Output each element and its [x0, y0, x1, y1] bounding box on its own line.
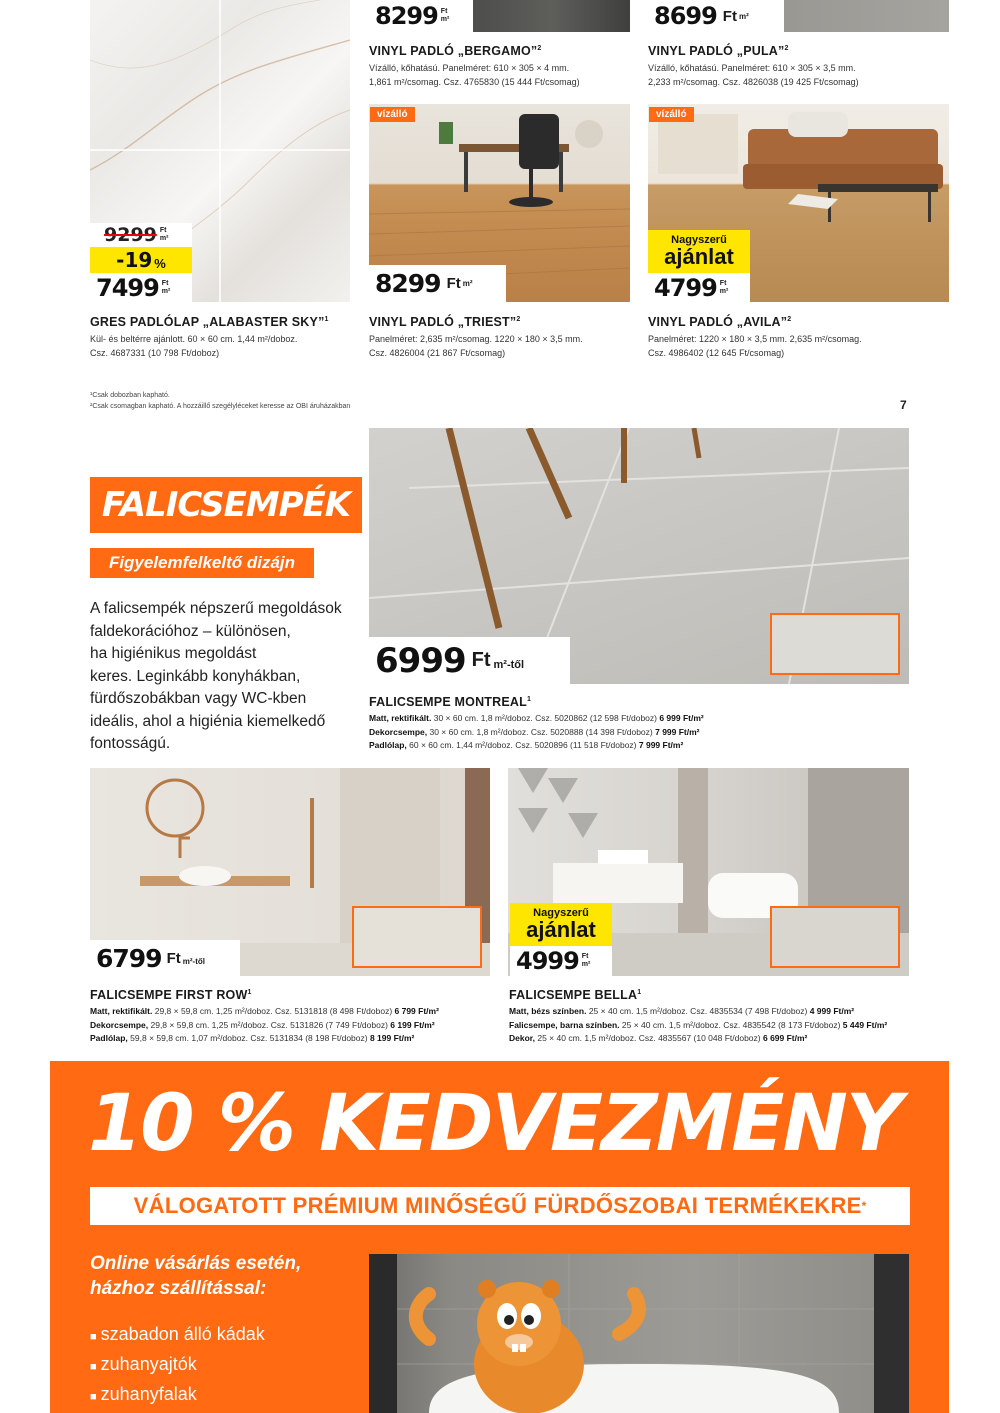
bella-tile-swatch — [770, 906, 900, 968]
bergamo-price — [369, 0, 473, 32]
page-number: 7 — [900, 398, 907, 412]
desc-line: 1,861 m²/csomag. Csz. 4765830 (15 444 Ft/csomag) — [369, 76, 580, 87]
footnote-ref: 2 — [787, 315, 792, 323]
intro-line: faldekorációhoz – különösen, — [90, 622, 291, 640]
unit-ft: Ft — [581, 953, 589, 960]
footnote-ref: 1 — [526, 695, 532, 703]
bullet-text: zuhanyajtók — [100, 1354, 197, 1374]
avila-great-offer-badge — [648, 230, 750, 274]
line-label: Matt, bézs színben. — [509, 1006, 587, 1016]
desc-line: Panelméret: 1220 × 180 × 3,5 mm. 2,635 m²/csomag. — [648, 334, 862, 344]
section-intro — [90, 598, 362, 756]
line-label: Padlólap, — [369, 740, 407, 750]
footnote-ref: 2 — [516, 315, 521, 323]
montreal-line-3 — [369, 739, 704, 753]
price-value: 8299 — [375, 269, 441, 298]
avila-waterproof-tag: vízálló — [649, 107, 694, 122]
unit-ft: Ft — [159, 227, 167, 234]
line-label: Falicsempe, barna színben. — [509, 1019, 620, 1030]
pula-title — [648, 44, 789, 58]
line-label: Dekorcsempe, — [90, 1019, 149, 1030]
alabaster-price — [90, 273, 192, 302]
unit-ft: Ft — [166, 949, 181, 967]
discount-pct: % — [154, 255, 166, 271]
triest-price — [369, 265, 506, 302]
triest-waterproof-tag: vízálló — [370, 107, 415, 122]
line-price: 5 449 Ft/m² — [842, 1019, 888, 1030]
desc-line: Kül- és beltérre ajánlott. 60 × 60 cm. 1,44 m²/doboz. — [90, 334, 298, 344]
section-heading-text: FALICSEMPÉK — [101, 485, 351, 525]
desc-line: Vízálló, kőhatású. Panelméret: 610 × 305 × 3,5 mm. — [648, 63, 856, 73]
first-row-line-3 — [90, 1032, 439, 1046]
line-price: 6 699 Ft/m² — [762, 1033, 808, 1043]
unit-ft: Ft — [722, 7, 737, 25]
unit-m2: m² — [581, 961, 591, 968]
desc-line: Csz. 4986402 (12 645 Ft/csomag) — [648, 347, 785, 358]
footnote-ref: 2 — [537, 44, 542, 52]
product-name: GRES PADLÓLAP „ALABASTER SKY” — [90, 315, 325, 329]
intro-line: fontosságú. — [90, 735, 171, 752]
intro-line: keres. Leginkább konyhákban, — [90, 667, 301, 685]
unit-m2: m²-től — [493, 658, 525, 671]
unit-ft: Ft — [161, 279, 169, 287]
avila-desc — [648, 333, 862, 360]
intro-line: ha higiénikus megoldást — [90, 645, 257, 662]
great-offer-line2: ajánlat — [526, 917, 596, 942]
old-price-value: 9299 — [104, 224, 157, 246]
promo-headline: 10 % KEDVEZMÉNY — [88, 1079, 901, 1169]
promo-bullet: ■ zuhanyfalak — [90, 1384, 197, 1404]
line-text: 29,8 × 59,8 cm. 1,25 m²/doboz. Csz. 5131826 (7 749 Ft/doboz) — [148, 1019, 391, 1030]
line-price: 6 199 Ft/m² — [390, 1019, 435, 1030]
alabaster-old-price — [90, 223, 192, 247]
promo-bullet: ■ zuhanyajtók — [90, 1354, 197, 1374]
bella-line-3 — [509, 1032, 887, 1046]
price-value: 6799 — [96, 943, 162, 973]
bella-line-1 — [509, 1005, 887, 1019]
line-label: Dekorcsempe, — [369, 726, 428, 737]
footnote-ref: 2 — [784, 44, 789, 52]
section-heading — [90, 477, 362, 533]
line-text: 30 × 60 cm. 1,8 m²/doboz. Csz. 5020888 (14 398 Ft/doboz) — [427, 726, 656, 737]
unit-m2: m² — [440, 16, 450, 23]
line-price: 4 999 Ft/m² — [809, 1006, 855, 1016]
price-value: 8299 — [375, 2, 438, 30]
promo-bullet-list — [90, 1321, 265, 1411]
product-name: VINYL PADLÓ „TRIEST” — [369, 315, 517, 329]
desc-line: Vízálló, kőhatású. Panelméret: 610 × 305 × 4 mm. — [369, 63, 570, 73]
unit-ft: Ft — [719, 279, 727, 287]
alabaster-desc — [90, 333, 297, 360]
promo-online — [90, 1251, 301, 1301]
online-line: házhoz szállítással: — [90, 1278, 267, 1299]
section-subheading — [90, 548, 314, 578]
section-subheading-text: Figyelemfelkeltő dizájn — [108, 553, 296, 572]
montreal-title — [369, 695, 531, 709]
alabaster-title — [90, 315, 329, 329]
line-text: 29,8 × 59,8 cm. 1,25 m²/doboz. Csz. 5131818 (8 498 Ft/doboz) — [152, 1006, 395, 1016]
bella-title — [509, 988, 641, 1002]
bullet-text: szabadon álló kádak — [100, 1324, 265, 1344]
line-price: 6 799 Ft/m² — [394, 1006, 439, 1016]
first-row-desc — [90, 1005, 439, 1046]
promo-banner — [50, 1061, 949, 1413]
pula-price — [648, 0, 784, 32]
bella-line-2 — [509, 1019, 887, 1033]
unit-ft: Ft — [471, 649, 491, 671]
line-text: 25 × 40 cm. 1,5 m²/doboz. Csz. 4835542 (8 173 Ft/doboz) — [619, 1019, 843, 1030]
first-row-title — [90, 988, 252, 1002]
pula-desc — [648, 62, 859, 89]
desc-line: Csz. 4687331 (10 798 Ft/doboz) — [90, 347, 220, 358]
footnote-ref: 1 — [637, 988, 642, 996]
bella-desc — [509, 1005, 887, 1046]
product-name: VINYL PADLÓ „PULA” — [648, 44, 785, 58]
montreal-tile-swatch — [770, 613, 900, 675]
bella-great-offer-badge — [510, 903, 612, 947]
intro-line: fürdőszobákban vagy WC-kben — [90, 690, 307, 707]
footnote-ref: 1 — [247, 988, 252, 996]
desc-line: Panelméret: 2,635 m²/csomag. 1220 × 180 × 3,5 mm. — [369, 334, 583, 344]
avila-title — [648, 315, 791, 329]
bergamo-title — [369, 44, 541, 58]
line-label: Matt, rektifikált. — [369, 713, 432, 723]
unit-m2: m² — [161, 287, 171, 295]
footnotes — [90, 390, 350, 412]
great-offer-line2: ajánlat — [664, 244, 734, 269]
price-value: 8699 — [654, 2, 717, 30]
promo-subline-star: * — [861, 1199, 867, 1213]
line-label: Dekor, — [509, 1033, 535, 1043]
footnote-2: ²Csak csomagban kapható. A hozzáillő szegélyléceket keresse az OBI áruházakban — [90, 403, 351, 410]
unit-m2: m² — [462, 279, 473, 288]
unit-m2: m² — [738, 11, 749, 21]
line-price: 6 999 Ft/m² — [659, 713, 704, 723]
intro-line: A falicsempék népszerű megoldások — [90, 600, 342, 617]
montreal-price — [369, 637, 570, 684]
bella-price — [510, 946, 612, 976]
desc-line: 2,233 m²/csomag. Csz. 4826038 (19 425 Ft/csomag) — [648, 76, 859, 87]
bullet-text: zuhanyfalak — [100, 1384, 197, 1404]
first-row-line-2 — [90, 1019, 439, 1033]
line-text: 25 × 40 cm. 1,5 m²/doboz. Csz. 4835567 (10 048 Ft/doboz) — [535, 1033, 763, 1043]
line-text: 59,8 × 59,8 cm. 1,07 m²/doboz. Csz. 5131834 (8 198 Ft/doboz) — [127, 1033, 370, 1043]
price-value: 4999 — [516, 947, 579, 975]
line-text: 60 × 60 cm. 1,44 m²/doboz. Csz. 5020896 (11 518 Ft/doboz) — [406, 740, 639, 750]
line-price: 7 999 Ft/m² — [638, 740, 684, 750]
promo-subline: VÁLOGATOTT PRÉMIUM MINŐSÉGŰ FÜRDŐSZOBAI TERMÉKEKRE — [133, 1193, 862, 1218]
unit-m2: m² — [719, 287, 729, 295]
online-line: Online vásárlás esetén, — [90, 1253, 302, 1274]
montreal-desc — [369, 712, 704, 753]
unit-m2: m² — [159, 235, 169, 242]
triest-title — [369, 315, 520, 329]
footnote-ref: 1 — [324, 315, 329, 323]
first-row-tile-swatch — [352, 906, 482, 968]
product-name: VINYL PADLÓ „BERGAMO” — [369, 44, 538, 58]
discount-value: -19 — [116, 248, 153, 272]
montreal-line-2 — [369, 726, 704, 740]
line-price: 8 199 Ft/m² — [369, 1033, 415, 1043]
line-label: Padlólap, — [90, 1033, 128, 1043]
line-text: 25 × 40 cm. 1,5 m²/doboz. Csz. 4835534 (7 498 Ft/doboz) — [586, 1006, 810, 1016]
line-label: Matt, rektifikált. — [90, 1006, 153, 1016]
price-value: 7499 — [96, 273, 159, 302]
first-row-line-1 — [90, 1005, 439, 1019]
bergamo-desc — [369, 62, 580, 89]
desc-line: Csz. 4826004 (21 867 Ft/csomag) — [369, 347, 506, 358]
promo-bullet: ■ szabadon álló kádak — [90, 1324, 265, 1344]
first-row-price — [90, 940, 240, 976]
montreal-line-1 — [369, 712, 704, 726]
promo-image — [369, 1254, 909, 1413]
great-offer-line1: Nagyszerű — [671, 234, 727, 246]
unit-ft: Ft — [446, 275, 461, 292]
promo-subline-box — [90, 1187, 910, 1225]
price-value: 6999 — [375, 640, 466, 681]
footnote-1: ¹Csak dobozban kapható. — [90, 392, 170, 399]
triest-desc — [369, 333, 583, 360]
price-value: 4799 — [654, 273, 717, 302]
unit-m2: m²-től — [182, 956, 205, 966]
great-offer-line1: Nagyszerű — [533, 907, 589, 919]
product-name: FALICSEMPE FIRST ROW — [90, 988, 248, 1002]
intro-line: ideális, ahol a higiénia kiemelkedő — [90, 712, 326, 730]
avila-price — [648, 273, 750, 302]
product-name: FALICSEMPE MONTREAL — [369, 695, 527, 709]
line-price: 7 999 Ft/m² — [655, 726, 700, 737]
alabaster-discount-badge — [90, 247, 192, 273]
product-name: FALICSEMPE BELLA — [509, 988, 638, 1002]
line-text: 30 × 60 cm. 1,8 m²/doboz. Csz. 5020862 (12 598 Ft/doboz) — [431, 713, 660, 723]
product-name: VINYL PADLÓ „AVILA” — [648, 315, 788, 329]
unit-ft: Ft — [440, 8, 448, 15]
